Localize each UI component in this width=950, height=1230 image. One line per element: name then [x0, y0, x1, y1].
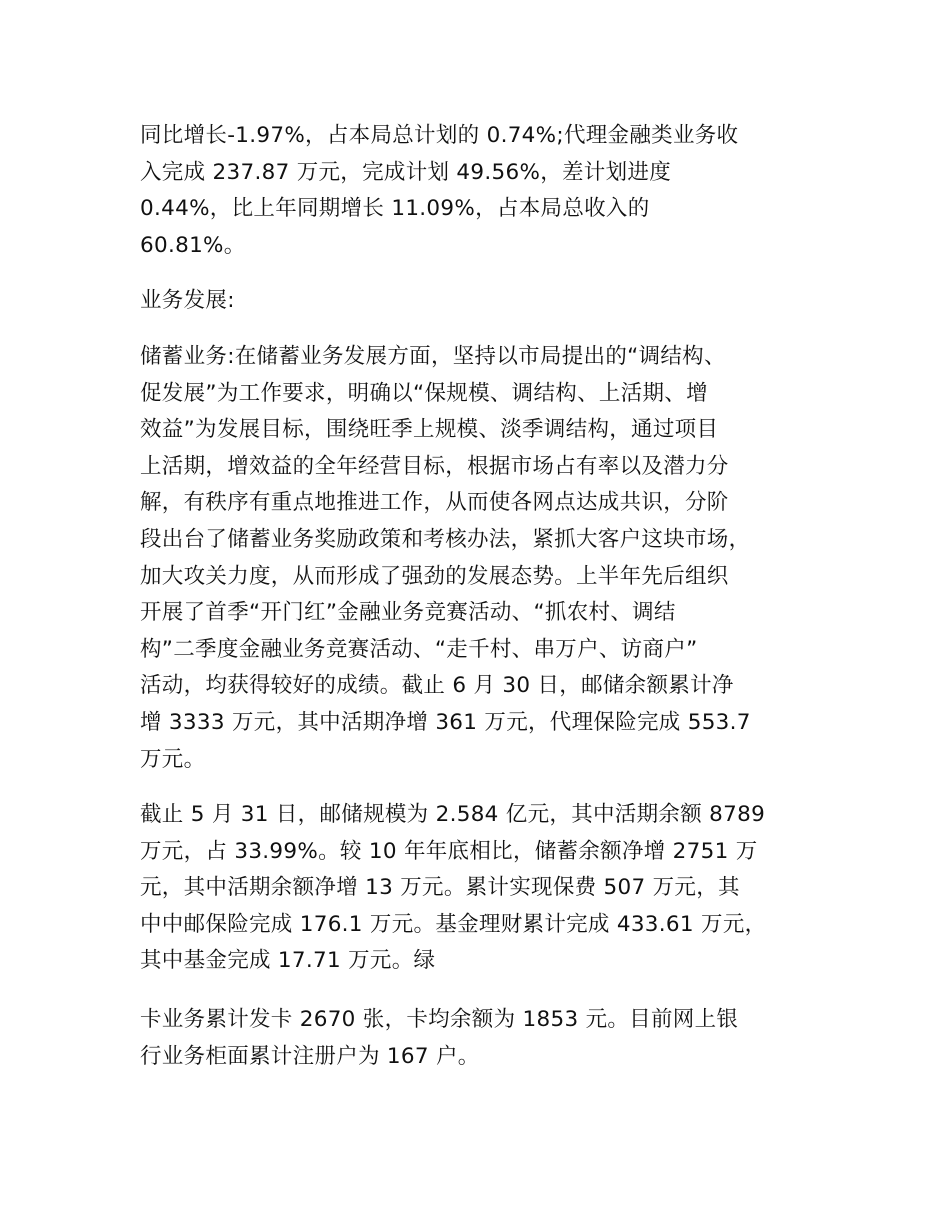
text-line: 截止 5 月 31 日，邮储规模为 2.584 亿元，其中活期余额 8789	[140, 802, 766, 827]
paragraph-business-heading	[140, 283, 830, 320]
text-line: 效益”为发展目标，围绕旺季上规模、淡季调结构，通过项目	[140, 417, 719, 443]
text-line: 行业务柜面累计注册户为 167 户。	[140, 1043, 480, 1069]
text-line: 段出台了储蓄业务奖励政策和考核办法，紧抓大客户这块市场，	[140, 526, 751, 552]
text-line: 入完成 237.87 万元，完成计划 49.56%，差计划进度	[140, 159, 672, 185]
text-line: 万元，占 33.99%。较 10 年年底相比，储蓄余额净增 2751 万	[140, 838, 758, 864]
text-line: 加大攻关力度，从而形成了强劲的发展态势。上半年先后组织	[140, 563, 729, 589]
paragraph-income-summary	[140, 118, 830, 264]
text-line: 储蓄业务:在储蓄业务发展方面，坚持以市局提出的“调结构、	[140, 344, 726, 369]
paragraph-savings-business	[140, 339, 830, 778]
paragraph-deposit-scale	[140, 797, 830, 980]
paragraph-green-card	[140, 1002, 830, 1075]
text-line: 0.44%，比上年同期增长 11.09%，占本局总收入的	[140, 196, 650, 222]
text-line: 构”二季度金融业务竞赛活动、“走千村、串万户、访商户”	[140, 636, 698, 662]
text-line: 同比增长-1.97%，占本局总计划的 0.74%;代理金融类业务收	[140, 123, 739, 148]
text-line: 60.81%。	[140, 232, 246, 258]
section-heading: 业务发展:	[140, 288, 235, 313]
text-line: 卡业务累计发卡 2670 张，卡均余额为 1853 元。目前网上银	[140, 1007, 739, 1032]
text-line: 促发展”为工作要求，明确以“保规模、调结构、上活期、增	[140, 380, 708, 406]
text-line: 解，有秩序有重点地推进工作，从而使各网点达成共识，分阶	[140, 490, 729, 516]
text-line: 活动，均获得较好的成绩。截止 6 月 30 日，邮储余额累计净	[140, 673, 734, 699]
text-line: 万元。	[140, 746, 206, 772]
text-line: 增 3333 万元，其中活期净增 361 万元，代理保险完成 553.7	[140, 709, 751, 735]
text-line: 上活期，增效益的全年经营目标，根据市场占有率以及潜力分	[140, 453, 729, 479]
text-line: 中中邮保险完成 176.1 万元。基金理财累计完成 433.61 万元，	[140, 911, 767, 937]
text-line: 开展了首季“开门红”金融业务竞赛活动、“抓农村、调结	[140, 600, 676, 626]
text-line: 元，其中活期余额净增 13 万元。累计实现保费 507 万元，其	[140, 875, 740, 901]
text-line: 其中基金完成 17.71 万元。绿	[140, 948, 436, 974]
